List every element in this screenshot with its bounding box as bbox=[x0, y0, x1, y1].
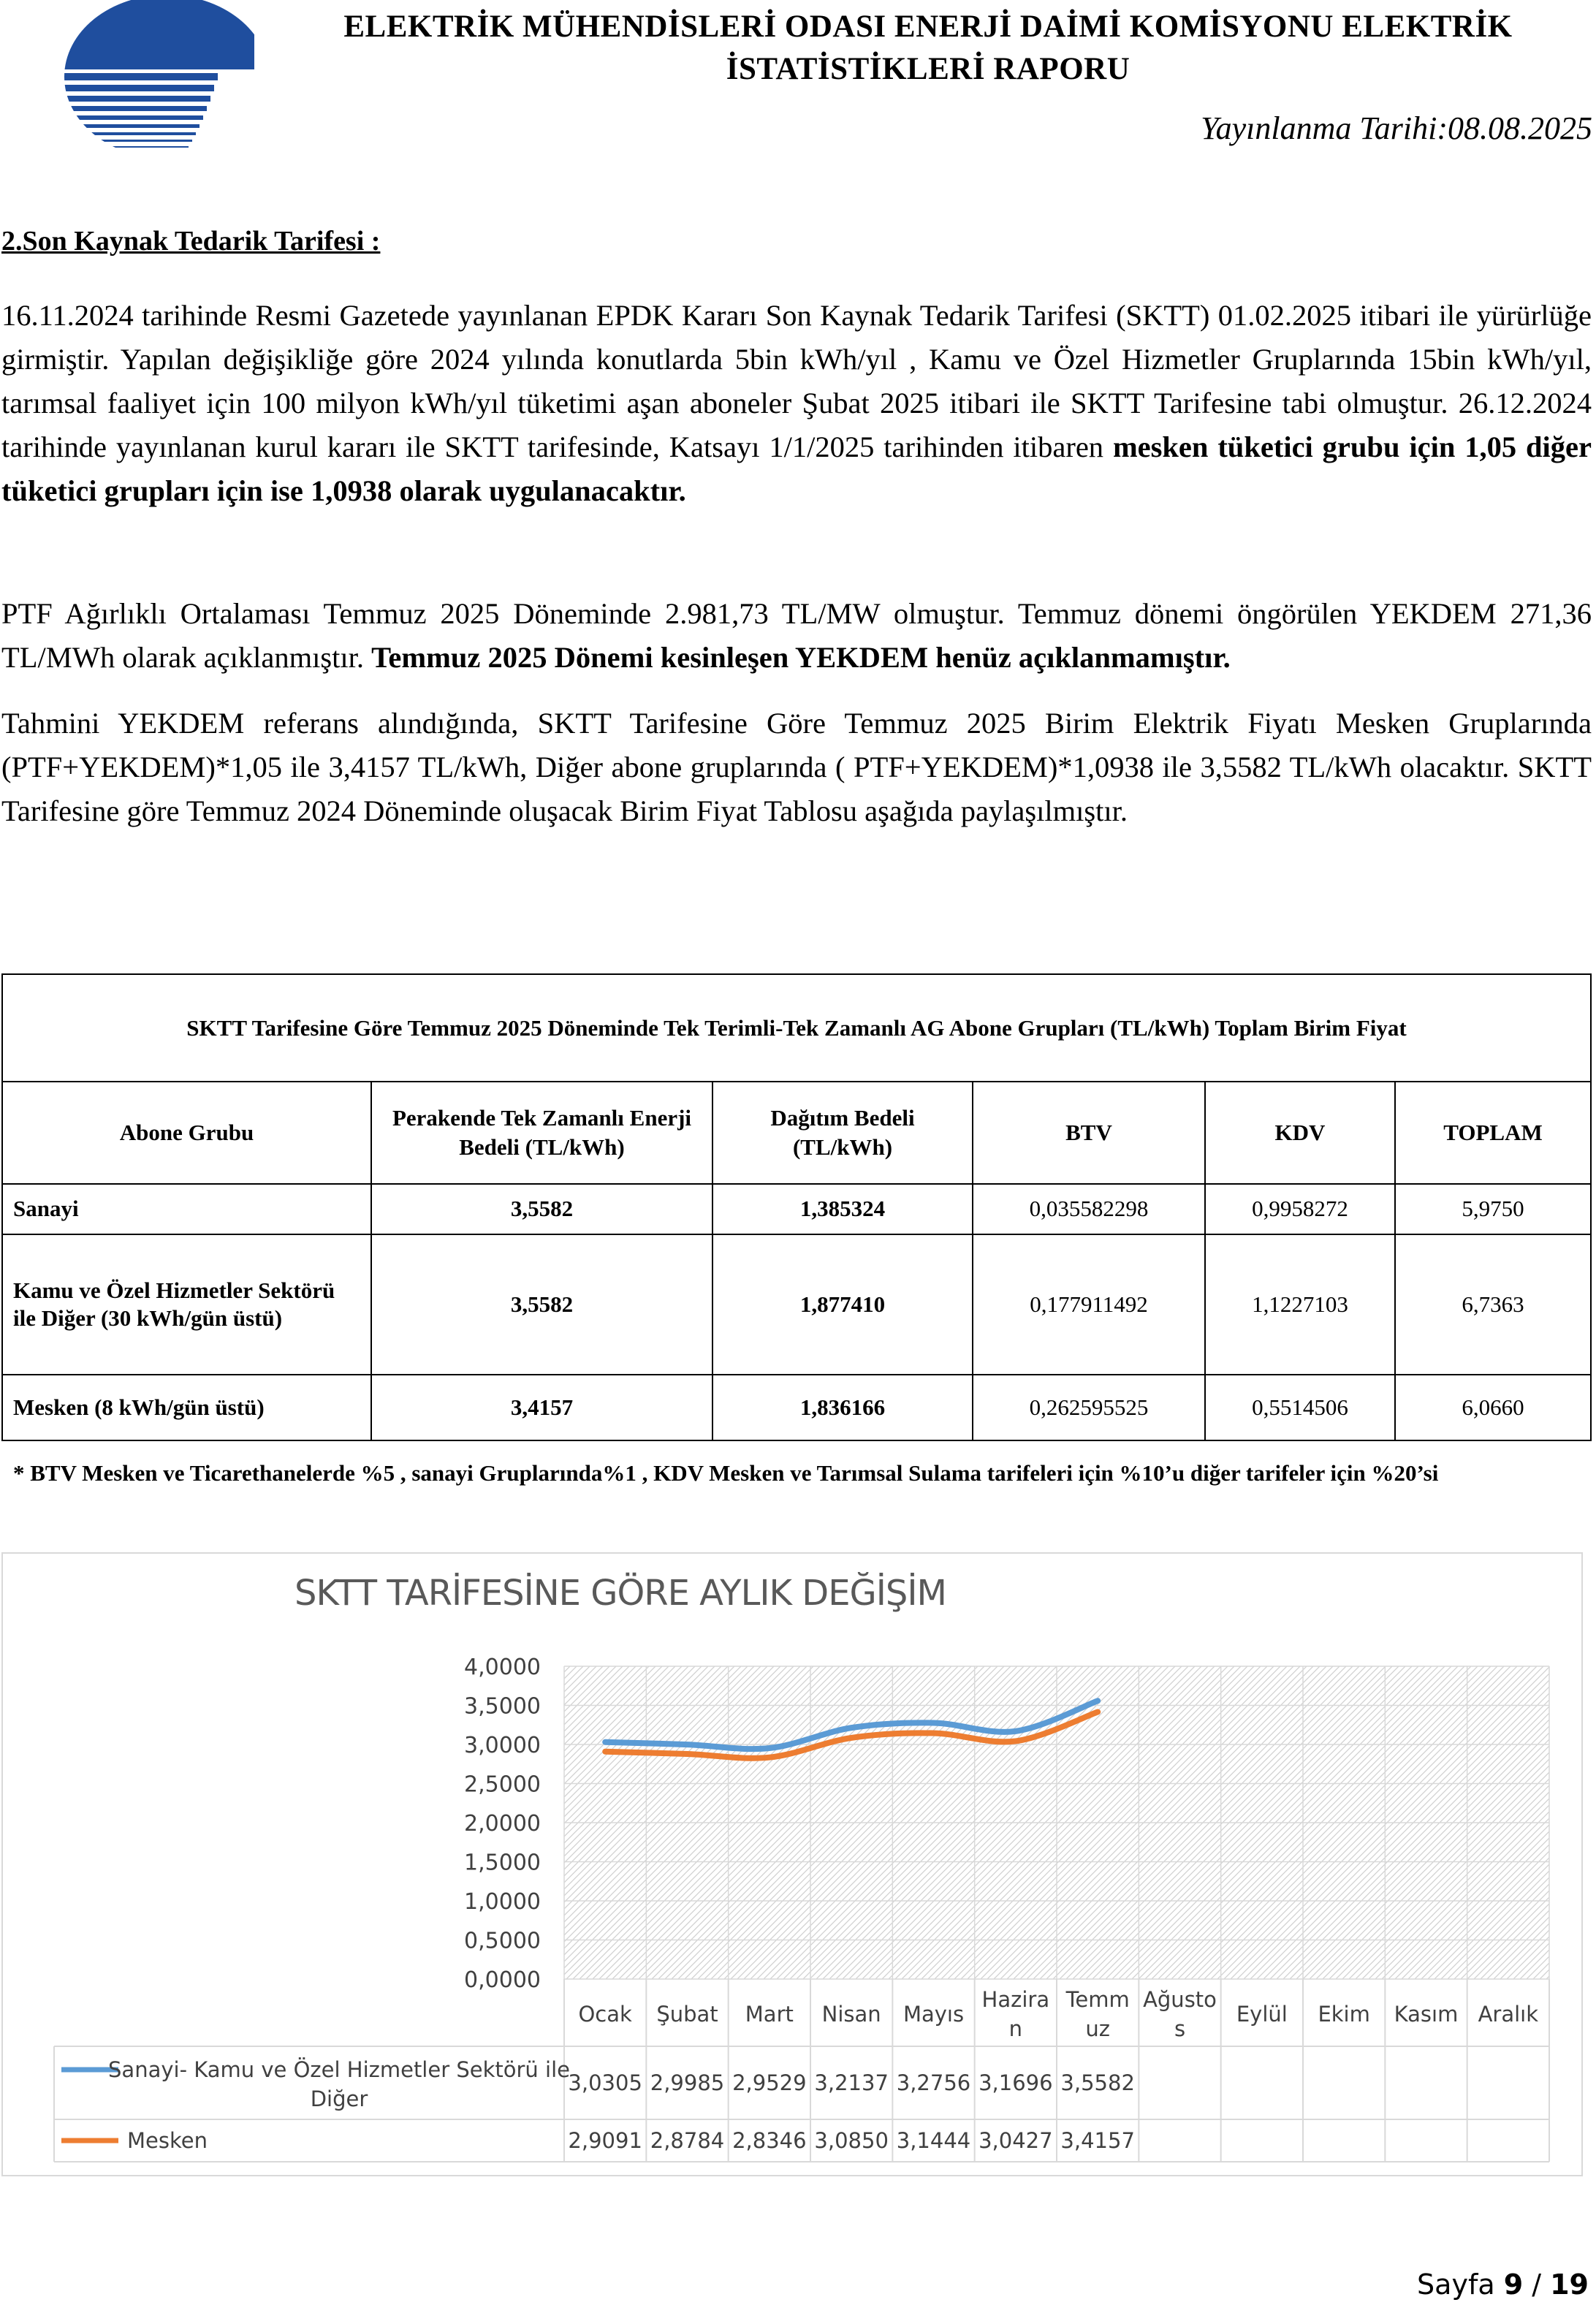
column-header: Dağıtım Bedeli (TL/kWh) bbox=[712, 1082, 973, 1184]
data-label: 3,2756 bbox=[896, 2070, 971, 2095]
table-cell: 0,9958272 bbox=[1205, 1184, 1395, 1234]
table-cell: 1,877410 bbox=[712, 1234, 973, 1375]
page-current: 9 bbox=[1503, 2268, 1524, 2301]
data-label: 2,9985 bbox=[650, 2070, 725, 2095]
table-cell: 6,0660 bbox=[1395, 1375, 1591, 1440]
table-cell: 1,385324 bbox=[712, 1184, 973, 1234]
x-tick-label: Ocak bbox=[578, 2002, 632, 2027]
table-cell: 0,262595525 bbox=[973, 1375, 1205, 1440]
table-cell: 0,5514506 bbox=[1205, 1375, 1395, 1440]
column-header: Abone Grubu bbox=[2, 1082, 371, 1184]
legend-label: Diğer bbox=[310, 2086, 368, 2111]
column-header: KDV bbox=[1205, 1082, 1395, 1184]
column-header: BTV bbox=[973, 1082, 1205, 1184]
data-label: 2,9529 bbox=[732, 2070, 807, 2095]
table-footnote: * BTV Mesken ve Ticarethanelerde %5 , sanayi Gruplarında%1 , KDV Mesken ve Tarımsal Sulama tarifeleri için %10’u diğer tarifeler için %20’si bbox=[13, 1460, 1439, 1486]
y-tick-label: 3,0000 bbox=[464, 1733, 541, 1758]
chart-title: SKTT TARİFESİNE GÖRE AYLIK DEĞİŞİM bbox=[294, 1573, 946, 1614]
x-tick-label: Temm bbox=[1065, 1987, 1130, 2012]
legend-label: Sanayi- Kamu ve Özel Hizmetler Sektörü ile bbox=[108, 2057, 570, 2082]
y-tick-label: 3,5000 bbox=[464, 1693, 541, 1720]
report-title: ELEKTRİK MÜHENDİSLERİ ODASI ENERJİ DAİMİ KOMİSYONU ELEKTRİK İSTATİSTİKLERİ RAPORU bbox=[343, 10, 1513, 86]
x-tick-label: Ekim bbox=[1318, 2002, 1370, 2027]
section-title: 2.Son Kaynak Tedarik Tarifesi : bbox=[1, 226, 381, 257]
table-cell: 3,5582 bbox=[371, 1234, 712, 1375]
data-label: 3,1444 bbox=[896, 2128, 971, 2153]
table-cell: 1,836166 bbox=[712, 1375, 973, 1440]
x-tick-label: Aralık bbox=[1478, 2002, 1539, 2027]
page-prefix: Sayfa bbox=[1417, 2268, 1504, 2301]
y-tick-label: 2,5000 bbox=[464, 1772, 541, 1798]
table-cell: 5,9750 bbox=[1395, 1184, 1591, 1234]
table-cell: Kamu ve Özel Hizmetler Sektörü ile Diğer (30 kWh/gün üstü) bbox=[2, 1234, 371, 1375]
paragraph-bold: mesken tüketici grubu için 1,05 diğer tüketici grupları için ise 1,0938 olarak uygulanacaktır. bbox=[1, 430, 1592, 507]
publication-date: Yayınlanma Tarihi:08.08.2025 bbox=[1201, 110, 1592, 146]
paragraph-text: PTF Ağırlıklı Ortalaması Temmuz 2025 Döneminde 2.981,73 TL/MW olmuştur. Temmuz dönemi öngörülen YEKDEM 271,36 TL/MWh olarak açıklanmıştır. bbox=[1, 597, 1592, 674]
paragraph-bold: Temmuz 2025 Dönemi kesinleşen YEKDEM henüz açıklanmamıştır. bbox=[371, 641, 1231, 674]
table-cell: Mesken (8 kWh/gün üstü) bbox=[2, 1375, 371, 1440]
table-cell: 0,035582298 bbox=[973, 1184, 1205, 1234]
y-tick-label: 1,0000 bbox=[464, 1889, 541, 1915]
paragraph-text: 16.11.2024 tarihinde Resmi Gazetede yayınlanan EPDK Kararı Son Kaynak Tedarik Tarifesi (SKTT) 01.02.2025 itibari ile yürürlüğe girmiştir. Yapılan değişikliğe göre 2024 yılında konutlarda 5bin kWh/yıl , Kamu ve Özel Hizmetler Gruplarında 15bin kWh/yıl, tarımsal faaliyet için 100 milyon kWh/yıl tüketimi aşan aboneler Şubat 2025 itibari ile SKTT Tarifesine tabi olmuştur. 26.12.2024 tarihinde yayınlanan kurul kararı ile SKTT tarifesinde, Katsayı 1/1/2025 tarihinden itibaren bbox=[1, 299, 1592, 463]
table-cell: 1,1227103 bbox=[1205, 1234, 1395, 1375]
page-total: 19 bbox=[1550, 2268, 1589, 2301]
x-tick-label: s bbox=[1174, 2016, 1186, 2041]
x-tick-label: Kasım bbox=[1394, 2002, 1459, 2027]
x-tick-label: Eylül bbox=[1236, 2002, 1288, 2027]
paragraph-text: Tahmini YEKDEM referans alındığında, SKTT Tarifesine Göre Temmuz 2025 Birim Elektrik Fiyatı Mesken Gruplarında (PTF+YEKDEM)*1,05 ile 3,4157 TL/kWh, Diğer abone gruplarında ( PTF+YEKDEM)*1,0938 ile 3,5582 TL/kWh olacaktır. SKTT Tarifesine göre Temmuz 2024 Döneminde oluşacak Birim Fiyat Tablosu aşağıda paylaşılmıştır. bbox=[1, 707, 1592, 827]
x-tick-label: Şubat bbox=[656, 2002, 718, 2027]
x-tick-label: Hazira bbox=[981, 1987, 1050, 2012]
x-tick-label: n bbox=[1008, 2016, 1023, 2041]
data-label: 3,4157 bbox=[1060, 2128, 1135, 2153]
table-cell: 3,4157 bbox=[371, 1375, 712, 1440]
data-label: 3,2137 bbox=[814, 2070, 889, 2095]
table-cell: Sanayi bbox=[2, 1184, 371, 1234]
table-cell: 6,7363 bbox=[1395, 1234, 1591, 1375]
x-tick-label: uz bbox=[1085, 2016, 1110, 2041]
table-cell: 0,177911492 bbox=[973, 1234, 1205, 1375]
data-label: 3,5582 bbox=[1060, 2070, 1135, 2095]
table-caption: SKTT Tarifesine Göre Temmuz 2025 Döneminde Tek Terimli-Tek Zamanlı AG Abone Grupları (TL/kWh) Toplam Birim Fiyat bbox=[2, 974, 1591, 1082]
x-tick-label: Mart bbox=[745, 2002, 794, 2027]
y-tick-label: 1,5000 bbox=[464, 1850, 541, 1876]
data-label: 3,1696 bbox=[978, 2070, 1053, 2095]
x-tick-label: Nisan bbox=[821, 2002, 881, 2027]
data-label: 3,0850 bbox=[814, 2128, 889, 2153]
data-label: 3,0427 bbox=[978, 2128, 1053, 2153]
y-tick-label: 0,5000 bbox=[464, 1928, 541, 1954]
data-label: 2,8784 bbox=[650, 2128, 725, 2153]
y-tick-label: 4,0000 bbox=[464, 1655, 541, 1680]
column-header: Perakende Tek Zamanlı Enerji Bedeli (TL/kWh) bbox=[371, 1082, 712, 1184]
data-label: 3,0305 bbox=[568, 2070, 642, 2095]
y-tick-label: 2,0000 bbox=[464, 1811, 541, 1837]
x-tick-label: Mayıs bbox=[902, 2002, 965, 2027]
x-tick-label: Ağusto bbox=[1143, 1987, 1217, 2012]
legend-label: Mesken bbox=[127, 2128, 208, 2153]
data-label: 2,8346 bbox=[732, 2128, 807, 2153]
page-separator: / bbox=[1523, 2268, 1551, 2301]
table-cell: 3,5582 bbox=[371, 1184, 712, 1234]
y-tick-label: 0,0000 bbox=[464, 1967, 541, 1993]
data-label: 2,9091 bbox=[568, 2128, 642, 2153]
column-header: TOPLAM bbox=[1395, 1082, 1591, 1184]
page-number bbox=[1417, 2268, 1589, 2301]
